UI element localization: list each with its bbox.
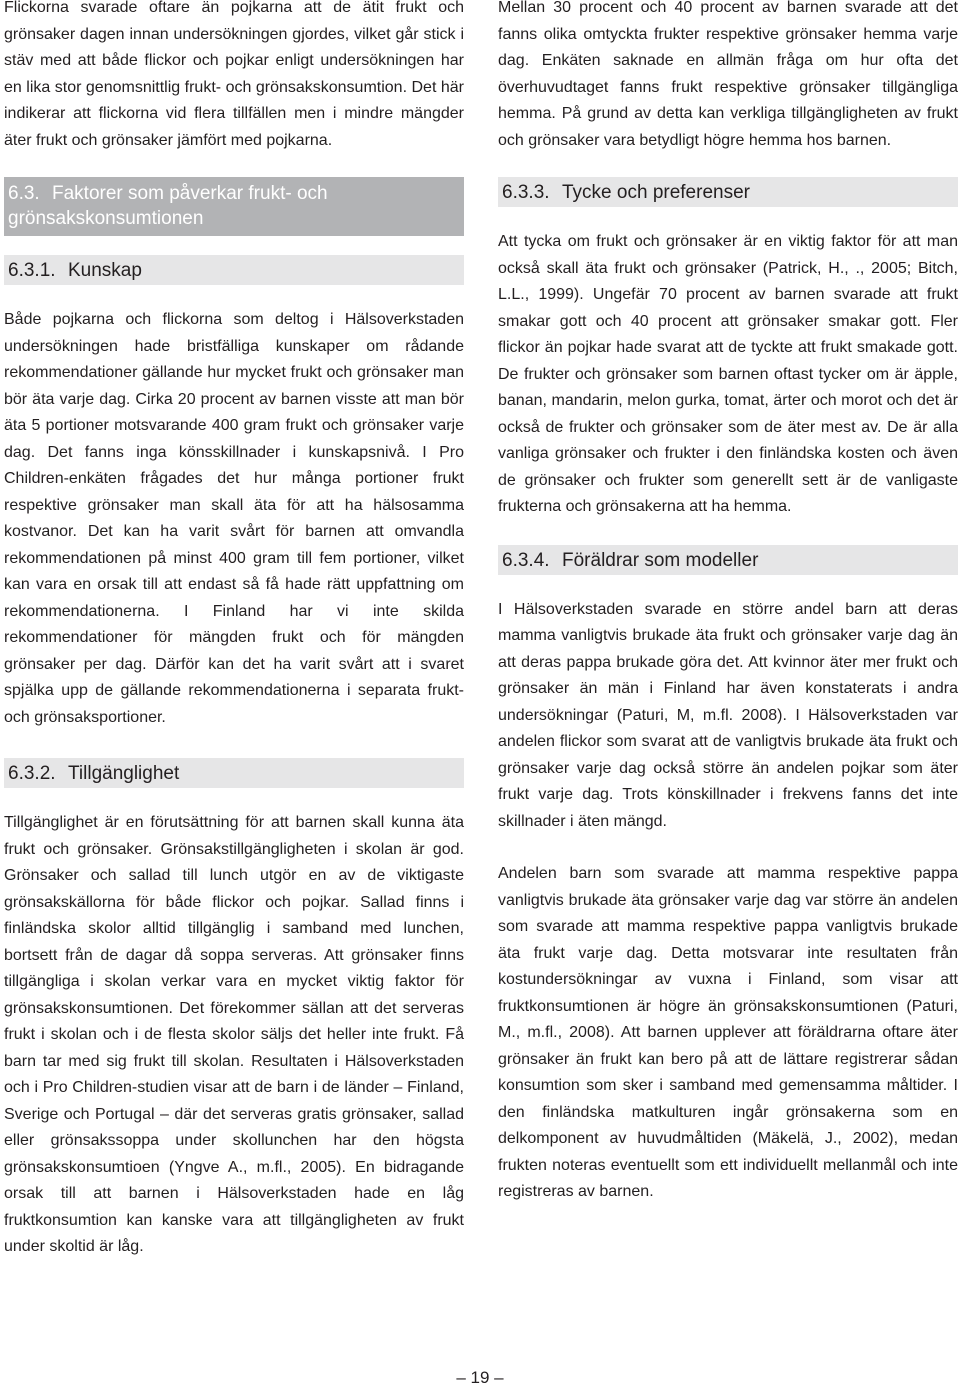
- paragraph-intro-right: Mellan 30 procent och 40 procent av barnen svarade att det fanns olika omtyckta frukter respektive grönsaker hemma varje dag. Enkäten saknade en allmän fråga om hur ofta det överhuvudtaget fanns frukt respektive grönsaker tillgängliga hemma. På grund av detta kan verkliga tillgängligheten av frukt och grönsaker vara betydligt högre hemma hos barnen.: [498, 0, 958, 149]
- section-heading-6-3: [4, 177, 464, 236]
- subsection-heading-6-3-1: [4, 255, 464, 285]
- left-column: [4, 0, 464, 1261]
- paragraph-foraldrar-2: Andelen barn som svarade att mamma respektive pappa vanligtvis brukade äta grönsaker varje dag var större än andelen som svarade att mamma respektive pappa vanligtvis brukade äta frukt varje dag. Detta motsvarar inte resultaten från kostundersökningar av vuxna i Finland, som visar att fruktkonsumtionen är högre än grönsakskonsumtionen (Paturi, M., m.fl., 2008). Att barnen upplever att föräldrarna oftare äter grönsaker än frukt kan bero på att de lättare registrerar sådan konsumtion som sker i samband med gemensamma måltider. I den finländska matkulturen ingår grönsakerna som en delkomponent av huvudmåltiden (Mäkelä, J., 2002), medan frukten noteras eventuellt som ett individuellt mellanmål och inte registreras av barnen.: [498, 865, 958, 1200]
- right-column: [498, 0, 958, 1206]
- subsection-heading-6-3-3: [498, 177, 958, 207]
- subsection-heading-6-3-4: [498, 545, 958, 575]
- paragraph-kunskap: Både pojkarna och flickorna som deltog i Hälsoverkstaden undersökningen hade bristfälliga kunskaper om rådande rekommendationer gällande hur mycket frukt och grönsaker man bör äta varje dag. Cirka 20 procent av barnen visste att man bör äta 5 portioner motsvarande 400 gram frukt och grönsaker varje dag. Det fanns inga könsskillnader i kunskapsnivå. I Pro Children-enkäten frågades det hur många portioner frukt respektive grönsaker man skall äta för att ha hälsosamma kostvanor. Det kan ha varit svårt för barnen att omvandla rekommendationen på minst 400 gram till fem portioner, vilket kan vara en orsak till att endast så få hade rätt uppfattning om rekommendationerna. I Finland har vi inte skilda rekommendationer för mängden frukt och för mängden grönsaker per dag. Därför kan det ha varit svårt att i svaret spjälka upp de gällande rekommendationerna i separata frukt- och grönsaksportioner.: [4, 311, 464, 726]
- subsection-title: Kunskap: [68, 260, 142, 281]
- section-number: 6.3.: [8, 183, 40, 204]
- paragraph-intro-left: Flickorna svarade oftare än pojkarna att de ätit frukt och grönsaker dagen innan undersökningen gjordes, vilket går stick i stäv med att både flickor och pojkar enligt undersökningen har en lika stor genomsnittlig frukt- och grönsakskonsumtion. Det här indikerar att flickorna vid flera tillfällen men i mindre mängder äter frukt och grönsaker jämfört med pojkarna.: [4, 0, 464, 149]
- subsection-number: 6.3.1.: [8, 260, 56, 281]
- subsection-number: 6.3.4.: [502, 549, 550, 571]
- subsection-heading-6-3-2: [4, 758, 464, 788]
- subsection-title: Tycke och preferenser: [562, 182, 750, 203]
- paragraph-tycke: Att tycka om frukt och grönsaker är en viktig faktor för att man också skall äta frukt och grönsaker (Patrick, H., ., 2005; Bitch, L.L., 1999). Ungefär 70 procent av barnen svarade att frukt smakar gott och 40 procent att grönsaker smakar gott. Fler flickor än pojkar hade svarat att de tyckte att frukt smakade gott. De frukter och grönsaker som barnen oftast tycker om är äpple, banan, mandarin, melon gurka, tomat, ärter och morot och det är också de frukter och grönsaker som de äter mest av. De är alla vanliga grönsaker och frukter i den finländska kosten och även de grönsaker och frukter som generellt sett är de vanligaste frukterna och grönsakerna att ha hemma.: [498, 233, 958, 515]
- section-title: Faktorer som påverkar frukt- och grönsakskonsumtionen: [8, 183, 328, 229]
- page-number: – 19 –: [456, 1368, 504, 1387]
- paragraph-foraldrar-1: I Hälsoverkstaden svarade en större andel barn att deras mamma vanligtvis brukade äta frukt och grönsaker varje dag än att deras pappa brukade göra det. Att kvinnor äter mer frukt och grönsaker än män i Finland har även konstaterats i andra undersökningar (Paturi, M, m.fl. 2008). I Hälsoverkstaden var andelen flickor som svarat att de vanligtvis brukade äta frukt och grönsaker varje dag också större än andelen pojkar som äter frukt varje dag. Trots könskillnader i frekvens fanns det inte skillnader i äten mängd.: [498, 600, 958, 830]
- subsection-title: Tillgänglighet: [68, 763, 180, 784]
- subsection-title: Föräldrar som modeller: [562, 549, 759, 571]
- subsection-number: 6.3.3.: [502, 182, 550, 203]
- paragraph-tillganglighet: Tillgänglighet är en förutsättning för att barnen skall kunna äta frukt och grönsaker. Grönsakstillgängligheten i skolan är god. Grönsaker och sallad till lunch utgör en av de viktigaste grönsakskällorna för både flickor och pojkar. Sallad finns i finländska skolor alltid tillgänglig i samband med lunchen, bortsett från de dagar då soppa serveras. Att grönsaker finns tillgängliga i skolan verkar vara en mycket viktig faktor för grönsakskonsumtionen. Det förekommer sällan att det serveras frukt i skolan och i de flesta skolor säljs det heller inte frukt. Få barn tar med sig frukt till skolan. Resultaten i Hälsoverkstaden och i Pro Children-studien visar att de barn i de länder – Finland, Sverige och Portugal – där det serveras gratis grönsaker, sallad eller grönsakssoppa under skollunchen har den högsta grönsakskonsumtioen (Yngve A., m.fl., 2005). En bidragande orsak till att barnen i Hälsoverkstaden hade en låg fruktkonsumtion kan kanske vara att tillgängligheten av frukt under skoltid är låg.: [4, 814, 464, 1255]
- subsection-number: 6.3.2.: [8, 763, 56, 784]
